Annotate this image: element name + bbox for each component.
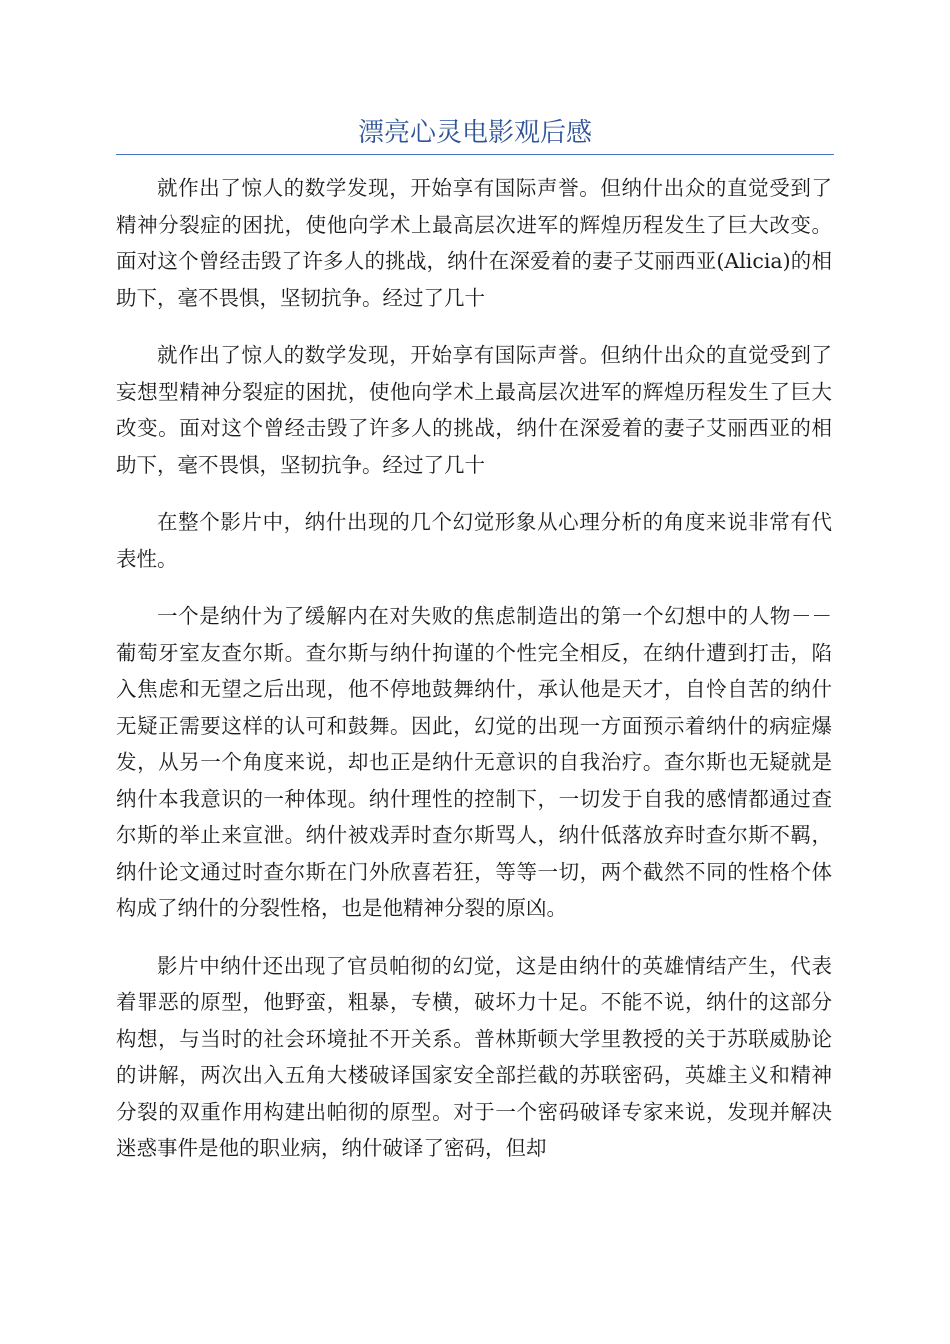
- paragraph-4: 一个是纳什为了缓解内在对失败的焦虑制造出的第一个幻想中的人物－－葡萄牙室友查尔斯。查尔斯与纳什拘谨的个性完全相反，在纳什遭到打击，陷入焦虑和无望之后出现，他不停地鼓舞纳什，承认他是天才，自怜自苦的纳什无疑正需要这样的认可和鼓舞。因此，幻觉的出现一方面预示着纳什的病症爆发，从另一个角度来说，却也正是纳什无意识的自我治疗。查尔斯也无疑就是纳什本我意识的一种体现。纳什理性的控制下，一切发于自我的感情都通过查尔斯的举止来宣泄。纳什被戏弄时查尔斯骂人，纳什低落放弃时查尔斯不羁，纳什论文通过时查尔斯在门外欣喜若狂，等等一切，两个截然不同的性格个体构成了纳什的分裂性格，也是他精神分裂的原凶。: [116, 604, 832, 920]
- paragraph-5: 影片中纳什还出现了官员帕彻的幻觉，这是由纳什的英雄情结产生，代表着罪恶的原型，他野蛮，粗暴，专横，破坏力十足。不能不说，纳什的这部分构想，与当时的社会环境扯不开关系。普林斯顿大学里教授的关于苏联威胁论的讲解，两次出入五角大楼破译国家安全部拦截的苏联密码，英雄主义和精神分裂的双重作用构建出帕彻的原型。对于一个密码破译专家来说，发现并解决迷惑事件是他的职业病，纳什破译了密码，但却: [116, 953, 832, 1160]
- paragraph-1: 就作出了惊人的数学发现，开始享有国际声誉。但纳什出众的直觉受到了精神分裂症的困扰，使他向学术上最高层次进军的辉煌历程发生了巨大改变。面对这个曾经击毁了许多人的挑战，纳什在深爱着的妻子艾丽西亚(Alicia)的相助下，毫不畏惧，坚韧抗争。经过了几十: [116, 176, 832, 310]
- paragraph-2: 就作出了惊人的数学发现，开始享有国际声誉。但纳什出众的直觉受到了妄想型精神分裂症的困扰，使他向学术上最高层次进军的辉煌历程发生了巨大改变。面对这个曾经击毁了许多人的挑战，纳什在深爱着的妻子艾丽西亚的相助下，毫不畏惧，坚韧抗争。经过了几十: [116, 343, 832, 477]
- paragraph-3: 在整个影片中，纳什出现的几个幻觉形象从心理分析的角度来说非常有代表性。: [116, 510, 832, 571]
- page-title: 漂亮心灵电影观后感: [357, 118, 592, 148]
- document-body: [116, 170, 832, 1188]
- title-underline: [116, 154, 834, 155]
